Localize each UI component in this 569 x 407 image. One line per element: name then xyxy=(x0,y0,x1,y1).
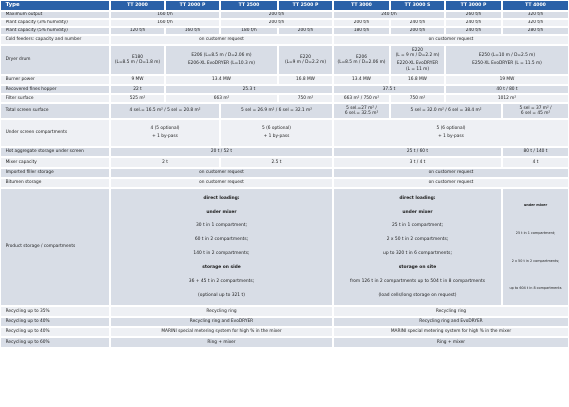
table-cell: 200 t/h xyxy=(221,12,333,19)
cell-line: 2 x 50 t in 2 compartments; xyxy=(386,237,449,243)
table-cell: Ring + mixer xyxy=(111,338,333,348)
header-tt2000: TT 2000 xyxy=(111,1,165,11)
cell-line: from 126 t in 2 compartments up to 504 t in 8 compartments xyxy=(349,278,486,284)
row-label: Hot aggregate storage under screen xyxy=(1,148,110,157)
row-label: Bitumen storage xyxy=(1,179,110,188)
cell-line: direct loading: xyxy=(203,195,240,201)
cell-line: (L=8.5 m / D=2.06 m) xyxy=(337,59,386,65)
table-cell: 200 t/h xyxy=(391,28,445,35)
row-label: Recovered fines hopper xyxy=(1,86,110,94)
table-cell: 3 t / 4 t xyxy=(334,158,502,168)
header-tt2500: TT 2500 xyxy=(221,1,278,11)
cell-line: 2 x 50 t in 2 compartments; xyxy=(511,258,560,263)
table-cell: 19 MW xyxy=(446,76,569,85)
table-cell: on customer request xyxy=(334,169,569,178)
table-cell: 80 t / 140 t xyxy=(503,148,569,157)
cell-line: 36 + 45 t in 2 compartments; xyxy=(188,278,255,284)
table-cell: 525 m² xyxy=(111,95,165,103)
row-label: Recycling up to 40% xyxy=(1,318,110,327)
table-cell: 280 t/h xyxy=(503,28,569,35)
table-cell: 5 sel = 32.0 m² / 6 sel = 38.4 m² xyxy=(391,104,502,119)
cell-line: + 1 by-pass xyxy=(152,134,178,140)
cell-line: E180 xyxy=(132,54,143,60)
table-cell: 260 t/h xyxy=(446,12,502,19)
table-cell: 663 m² xyxy=(166,95,278,103)
cell-line: 25 t in 1 compartment; xyxy=(391,223,443,229)
table-cell: 200 t/h xyxy=(334,20,390,27)
table-cell: 4 sel.= 16.5 m² / 5 sel = 20.8 m² xyxy=(111,104,220,119)
row-label: Recycling up to 40% xyxy=(1,328,110,337)
cell-line: up to 604 t in 8 compartments xyxy=(509,286,562,291)
cell-line: (optional up to 321 t) xyxy=(198,292,245,298)
table-cell: 663 m² / 750 m² xyxy=(334,95,390,103)
table-cell: 320 t/h xyxy=(503,20,569,27)
row-label: Dryer drum xyxy=(1,46,110,75)
header-tt4000: TT 4000 xyxy=(503,1,569,11)
table-cell: 240 t/h xyxy=(446,20,502,27)
header-tt3000s: TT 3000 S xyxy=(391,1,445,11)
table-cell: 37.5 t xyxy=(334,86,445,94)
cell-line: storage on side xyxy=(202,264,241,270)
row-label: Recycling up to 60% xyxy=(1,338,110,348)
table-cell: 25 t / 60 t xyxy=(334,148,502,157)
row-label: Imported filler storage xyxy=(1,169,110,178)
cell-line: under mixer xyxy=(402,209,433,215)
table-cell xyxy=(446,46,569,75)
cell-line: E250 (L=10 m / D=2.5 m) xyxy=(478,53,536,59)
table-cell xyxy=(503,104,569,119)
cell-line: up to 320 t in 6 compartments; xyxy=(383,251,452,257)
table-cell: on customer request xyxy=(111,169,333,178)
cell-line: (load cells/long storage on request) xyxy=(378,292,457,298)
table-cell xyxy=(111,120,220,147)
cell-line: E206-XL EvoDRYER (L=10.3 m) xyxy=(187,61,255,67)
row-label: Under screen compartments xyxy=(1,120,110,147)
table-cell: 2.5 t xyxy=(221,158,333,168)
table-cell: 22 t xyxy=(111,86,165,94)
table-cell xyxy=(391,46,445,75)
cell-line: (L = 11 m) xyxy=(405,66,430,72)
table-cell: 9 MW xyxy=(111,76,165,85)
cell-line: storage on site xyxy=(398,264,437,270)
header-tt2500p: TT 2500 P xyxy=(279,1,333,11)
cell-line: (L=9 m / D=2.2 m) xyxy=(284,59,327,65)
table-cell: 160 t/h xyxy=(166,28,220,35)
row-label: Plant capacity (3% humidity) xyxy=(1,20,110,27)
table-cell: 16.8 MW xyxy=(279,76,333,85)
cell-line: + 1 by-pass xyxy=(438,134,464,140)
table-cell: MARINI special metering system for high % in the mixer xyxy=(334,328,569,337)
header-tt2000p: TT 2000 P xyxy=(166,1,220,11)
table-cell: 5 sel = 26.9 m² / 6 sel = 32.1 m² xyxy=(221,104,333,119)
row-label: Filter surface xyxy=(1,95,110,103)
table-cell xyxy=(503,189,569,306)
table-cell xyxy=(334,104,390,119)
cell-line: E206 xyxy=(356,54,367,60)
cell-line: (L=8.5 m / D=1.8 m) xyxy=(114,59,161,65)
cell-line: E206 (L=8.5 m / D=2.06 m) xyxy=(191,53,252,59)
table-cell: 13.4 MW xyxy=(166,76,278,85)
cell-line: 5 (6 optional) xyxy=(262,126,291,132)
cell-line: under mixer xyxy=(206,209,237,215)
table-cell: 160 t/h xyxy=(111,20,220,27)
table-cell: Recycling ring xyxy=(334,307,569,317)
table-cell: 13.4 MW xyxy=(334,76,390,85)
row-label: Cold feeders: capacity and number xyxy=(1,36,110,45)
cell-line: 5 (6 optional) xyxy=(436,126,466,132)
table-cell xyxy=(334,189,502,306)
cell-line: under mixer xyxy=(523,203,548,208)
cell-line: 25 t in 1 compartment; xyxy=(515,231,556,235)
table-cell: 750 m² xyxy=(391,95,445,103)
cell-line: 30 t in 1 compartment; xyxy=(195,223,247,229)
cell-line: 4 (5 optional) xyxy=(150,126,180,132)
table-cell: MARINI special metering system for high % in the mixer xyxy=(111,328,333,337)
table-cell xyxy=(279,46,333,75)
table-cell: 4 t xyxy=(503,158,569,168)
row-label: Burner power xyxy=(1,76,110,85)
table-cell: 240 t/h xyxy=(334,12,445,19)
cell-line: 6 sel.= 32.5 m² xyxy=(344,110,379,116)
cell-line: 5 sel = 37 m² / xyxy=(519,105,552,111)
table-cell: 200 t/h xyxy=(221,20,333,27)
table-cell xyxy=(166,46,278,75)
cell-line: direct loading: xyxy=(399,195,436,201)
table-cell: on customer request xyxy=(111,179,333,188)
table-cell: 1012 m² xyxy=(446,95,569,103)
table-cell: Recycling ring and EvoDRYER xyxy=(111,318,333,327)
cell-line: + 1 by-pass xyxy=(263,134,290,140)
table-cell: on customer request xyxy=(334,179,569,188)
cell-line: 140 t in 2 compartments; xyxy=(193,251,250,257)
table-cell: 16.8 MW xyxy=(391,76,445,85)
cell-line: 5 sel.=27 m² / xyxy=(346,105,377,111)
table-cell: on customer request xyxy=(334,36,569,45)
table-cell xyxy=(111,189,333,306)
table-cell: 120 t/h xyxy=(111,28,165,35)
table-cell xyxy=(334,120,569,147)
table-cell: 20 t / 52 t xyxy=(111,148,333,157)
row-label: Maximum output xyxy=(1,12,110,19)
table-cell: 200 t/h xyxy=(279,28,333,35)
cell-line: (L = 9 m / D=2.2 m) xyxy=(395,53,440,59)
cell-line: E220 xyxy=(412,47,423,53)
row-label: Recycling up to 35% xyxy=(1,307,110,317)
table-cell: 40 t / 80 t xyxy=(446,86,569,94)
row-label: Mixer capacity xyxy=(1,158,110,168)
table-cell: 25.3 t xyxy=(166,86,333,94)
header-tt3000: TT 3000 xyxy=(334,1,390,11)
table-cell: 240 t/h xyxy=(391,20,445,27)
table-cell: 180 t/h xyxy=(334,28,390,35)
cell-line: E220-XL EvoDRYER xyxy=(396,61,439,67)
table-cell: 160 t/h xyxy=(111,12,220,19)
cell-line: 6 sel = 45 m² xyxy=(520,110,551,116)
table-cell: Ring + mixer xyxy=(334,338,569,348)
table-cell: Recycling ring and EvoDRYER xyxy=(334,318,569,327)
cell-line: E220 xyxy=(300,54,311,60)
header-type: Type xyxy=(1,1,110,11)
table-cell xyxy=(334,46,390,75)
row-label: Total screen surface xyxy=(1,104,110,119)
table-cell: 240 t/h xyxy=(446,28,502,35)
table-cell: 320 t/h xyxy=(503,12,569,19)
table-cell: Recycling ring xyxy=(111,307,333,317)
cell-line: 60 t in 2 compartments; xyxy=(194,237,249,243)
row-label: Plant capacity (5% humidity) xyxy=(1,28,110,35)
row-label: Product storage / compartments xyxy=(1,189,110,306)
table-cell: 750 m² xyxy=(279,95,333,103)
table-cell xyxy=(221,120,333,147)
table-cell: 2 t xyxy=(111,158,220,168)
table-cell: on customer request xyxy=(111,36,333,45)
table-cell: 180 t/h xyxy=(221,28,278,35)
cell-line: E250-XL EvoDRYER (L = 11.5 m) xyxy=(472,61,542,67)
table-cell xyxy=(111,46,165,75)
header-tt3000p: TT 3000 P xyxy=(446,1,502,11)
